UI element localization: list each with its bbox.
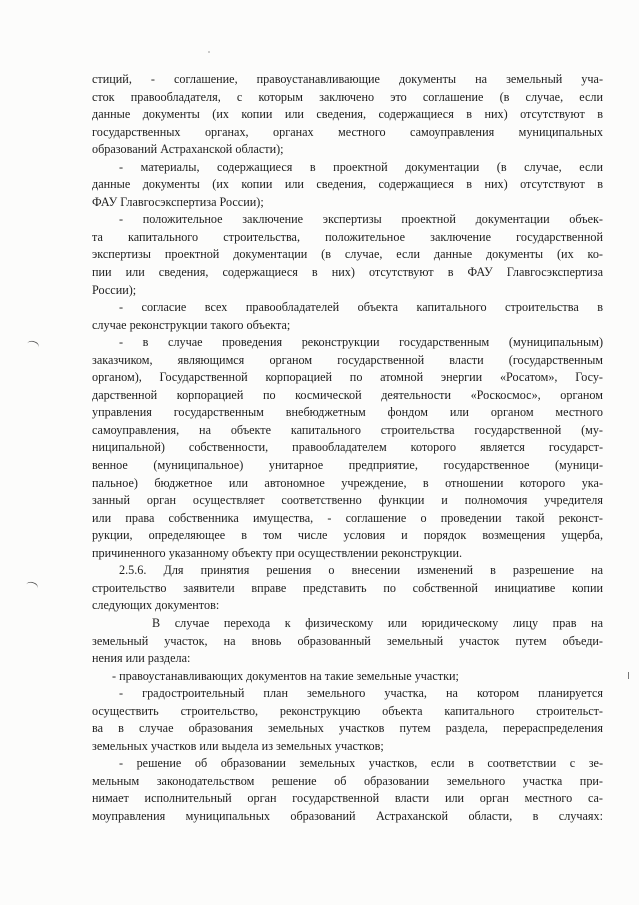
text-line: экспертизы проектной документации (в случае, если данные документы (их ко- <box>92 247 603 262</box>
text-line: самоуправления, на объекте капитального строительства государственной (му- <box>92 422 603 437</box>
text-line: моуправления муниципальных образований Астраханской области, в случаях: <box>92 808 603 823</box>
text-line: - решение об образовании земельных участков, если в соответствии с зе- <box>119 756 603 771</box>
text-line: случае реконструкции такого объекта; <box>92 317 291 332</box>
text-line: рукции, определяющее в том числе условия и порядок возмещения ущерба, <box>92 528 603 543</box>
text-line: нения или раздела: <box>92 651 191 666</box>
text-line: - положительное заключение экспертизы проектной документации объек- <box>119 212 603 227</box>
text-line: заказчиком, являющимся органом государственной власти (государственным <box>92 352 603 367</box>
text-line: государственных органах, органах местного самоуправления муниципальных <box>92 124 603 139</box>
text-line: занный орган осуществляет соответственно функции и полномочия учредителя <box>92 493 603 508</box>
text-line: дарственной корпорацией по космической деятельности «Роскосмос», органом <box>92 387 603 402</box>
text-line: данные документы (их копии или сведения, содержащиеся в них) отсутствуют в <box>92 107 603 122</box>
text-line: стиций, - соглашение, правоустанавливающие документы на земельный уча- <box>92 72 603 86</box>
text-line: - в случае проведения реконструкции государственным (муниципальным) <box>119 335 603 350</box>
text-line: строительство заявители вправе представить по собственной инициативе копии <box>92 580 603 595</box>
text-line: причиненного указанному объекту при осуществлении реконструкции. <box>92 545 463 560</box>
text-line: - градостроительный план земельного участка, на котором планируется <box>119 686 603 701</box>
text-line: ФАУ Главгосэкспертиза России); <box>92 194 264 209</box>
text-line: ва в случае образования земельных участков путем раздела, перераспределения <box>92 721 603 736</box>
text-line: - правоустанавливающих документов на такие земельные участки; <box>112 668 459 683</box>
text-line: следующих документов: <box>92 598 220 613</box>
text-line: ниципальной) собственности, правообладателем которого является государст- <box>92 440 603 455</box>
text-line: земельных участков или выдела из земельных участков; <box>92 738 384 753</box>
text-line: В случае перехода к физическому или юридическому лицу прав на <box>152 615 603 630</box>
text-line: пии или сведения, содержащиеся в них) отсутствуют в ФАУ Главгосэкспертиза <box>92 265 603 280</box>
scan-speck <box>208 51 210 53</box>
text-line: образований Астраханской области); <box>92 142 284 157</box>
binder-hole-mark-bottom <box>25 580 39 592</box>
text-line: мельным законодательством решение об образовании земельного участка при- <box>92 773 603 788</box>
text-line: или права собственника имущества, - соглашение о проведении такой реконст- <box>92 510 603 525</box>
text-line: управления государственным внебюджетным фондом или органом местного <box>92 405 603 420</box>
text-line: сток правообладателя, с которым заключено это соглашение (в случае, если <box>92 89 603 104</box>
text-line: нимает исполнительный орган государственной власти или орган местного са- <box>92 791 603 806</box>
text-line: - согласие всех правообладателей объекта капитального строительства в <box>119 300 603 315</box>
text-line: России); <box>92 282 137 297</box>
text-line: земельный участок, на вновь образованный земельный участок путем объеди- <box>92 633 603 648</box>
text-line: та капитального строительства, положительное заключение государственной <box>92 229 603 244</box>
binder-hole-mark-top <box>26 339 40 351</box>
text-line: 2.5.6. Для принятия решения о внесении изменений в разрешение на <box>119 563 603 578</box>
text-line: пальное) бюджетное или автономное учреждение, в отношении которого ука- <box>92 475 603 490</box>
text-line: осуществить строительство, реконструкцию объекта капитального строительст- <box>92 703 603 718</box>
text-line: органом), Государственной корпорацией по атомной энергии «Росатом», Госу- <box>92 370 603 385</box>
text-line: - материалы, содержащиеся в проектной документации (в случае, если <box>119 159 603 174</box>
margin-scan-mark <box>628 672 629 679</box>
text-line: данные документы (их копии или сведения, содержащиеся в них) отсутствуют в <box>92 177 603 192</box>
text-line: венное (муниципальное) унитарное предприятие, государственное (муници- <box>92 458 603 473</box>
document-body-text <box>92 71 603 826</box>
